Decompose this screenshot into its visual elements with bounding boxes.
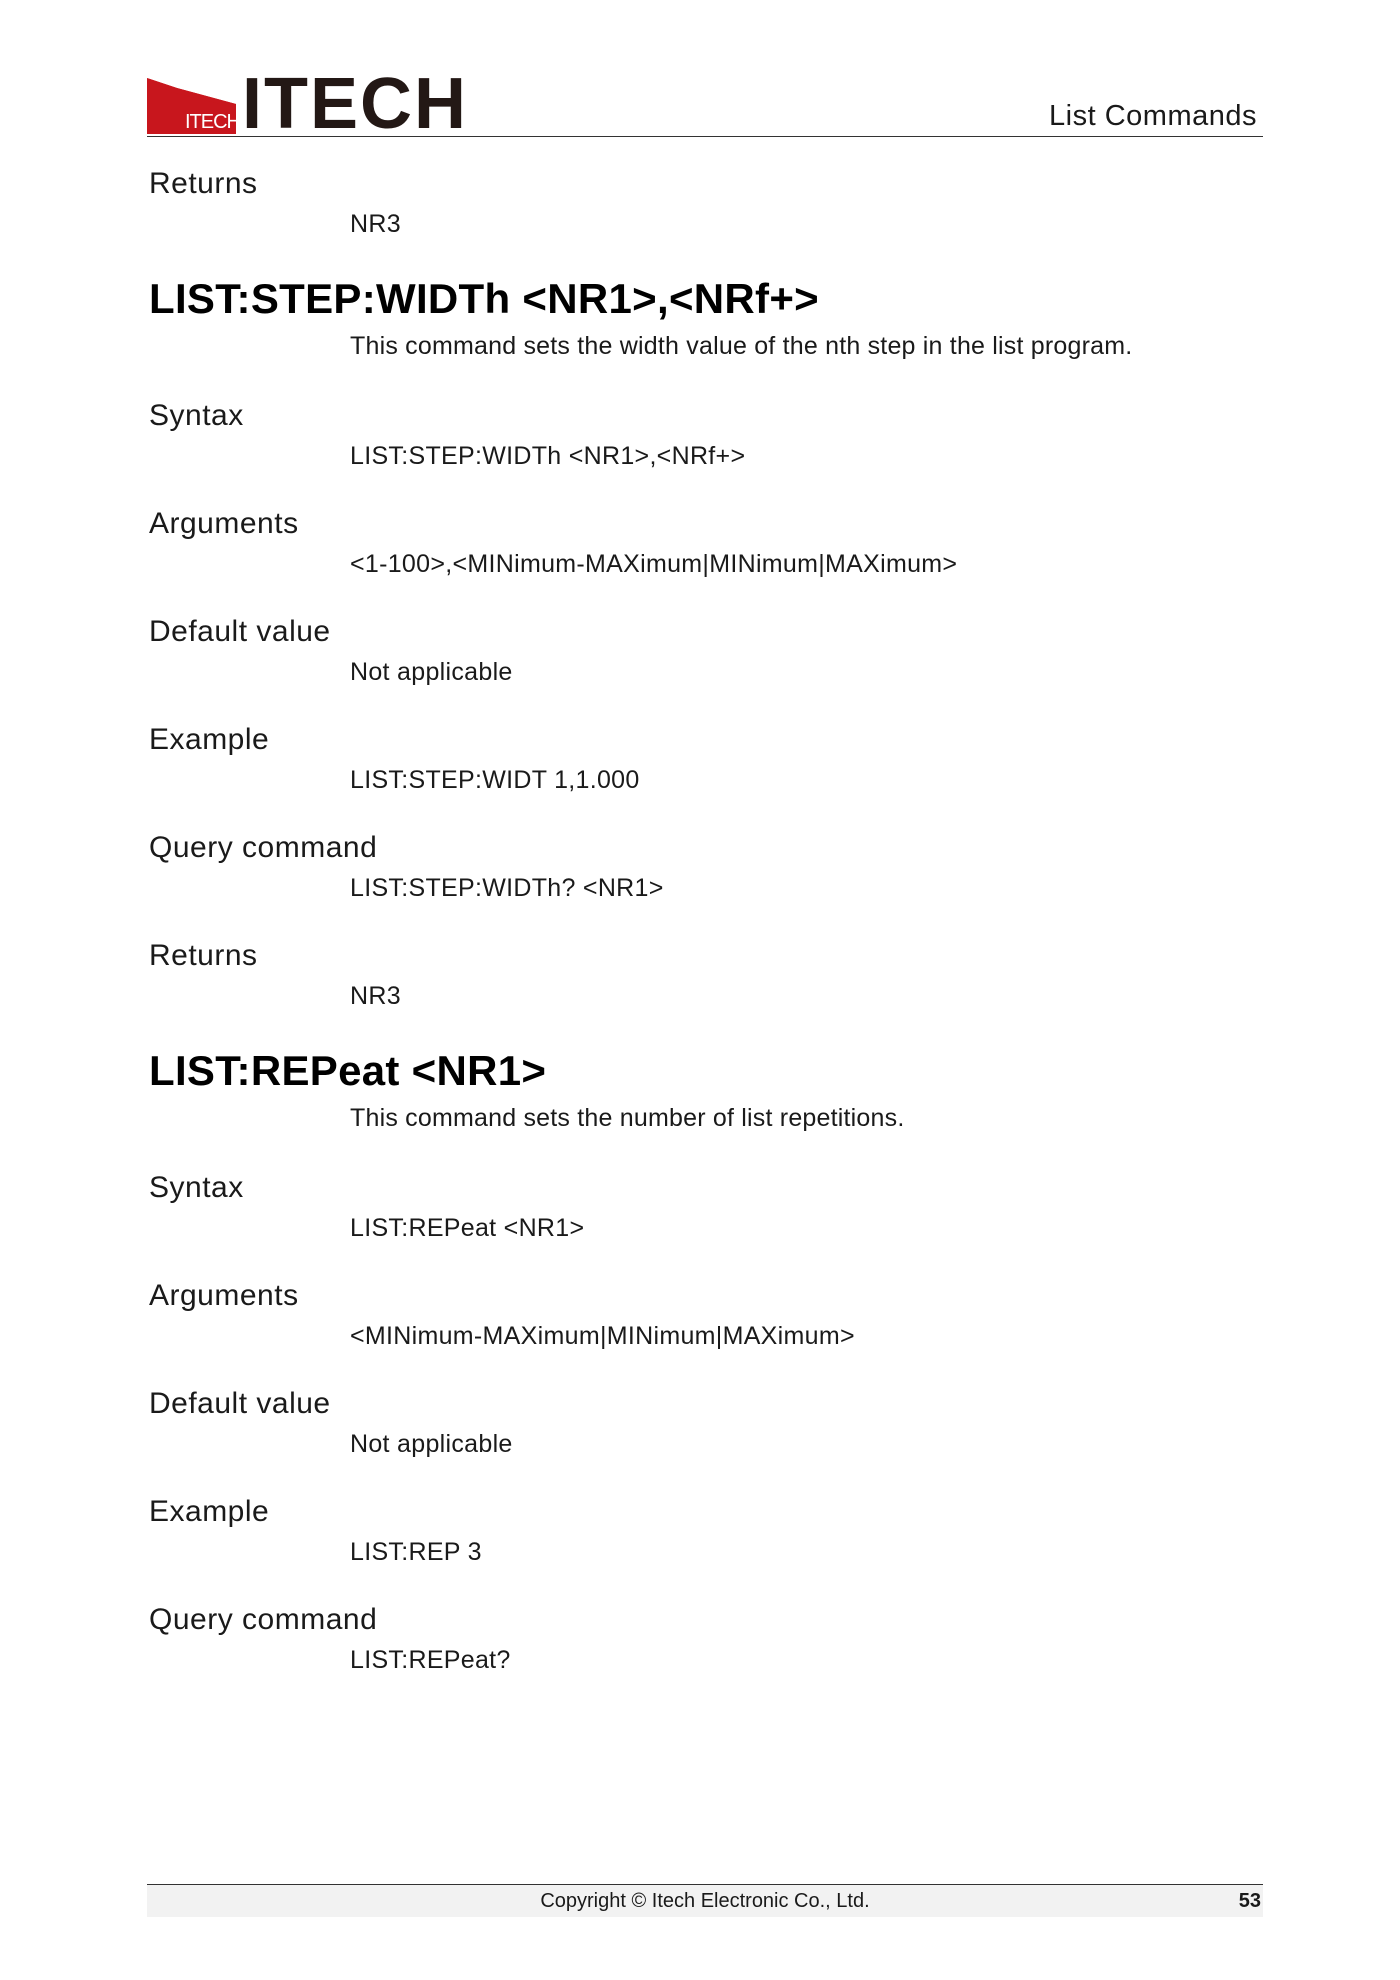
section-title: List Commands bbox=[1049, 100, 1257, 132]
field-block bbox=[149, 398, 1259, 472]
command-title: LIST:STEP:WIDTh <NR1>,<NRf+> bbox=[149, 275, 820, 322]
command-description: This command sets the width value of the nth step in the list program. bbox=[350, 332, 1133, 360]
field-block bbox=[149, 938, 1259, 1012]
field-value: <1-100>,<MINimum-MAXimum|MINimum|MAXimum> bbox=[350, 550, 958, 578]
field-value: <MINimum-MAXimum|MINimum|MAXimum> bbox=[350, 1322, 855, 1350]
field-value: Not applicable bbox=[350, 1430, 513, 1458]
field-block bbox=[149, 1278, 1259, 1352]
logo-mark-icon bbox=[147, 78, 240, 134]
field-value: LIST:STEP:WIDT 1,1.000 bbox=[350, 766, 640, 794]
field-value: LIST:REP 3 bbox=[350, 1538, 482, 1566]
field-block bbox=[149, 166, 1259, 240]
field-label: Syntax bbox=[149, 399, 244, 432]
field-block bbox=[149, 506, 1259, 580]
field-label: Default value bbox=[149, 615, 331, 648]
field-value: LIST:REPeat? bbox=[350, 1646, 511, 1674]
field-block bbox=[149, 1386, 1259, 1460]
field-label: Arguments bbox=[149, 507, 299, 540]
field-value: NR3 bbox=[350, 210, 401, 238]
command-description: This command sets the number of list repetitions. bbox=[350, 1104, 905, 1132]
command-section bbox=[149, 274, 1259, 1012]
page-number: 53 bbox=[1238, 1890, 1261, 1912]
field-label: Query command bbox=[149, 831, 378, 864]
field-label: Query command bbox=[149, 1603, 378, 1636]
page-footer bbox=[147, 1884, 1263, 1917]
field-label: Returns bbox=[149, 167, 258, 200]
field-label: Returns bbox=[149, 939, 258, 972]
field-value: LIST:STEP:WIDTh <NR1>,<NRf+> bbox=[350, 442, 746, 470]
field-value: NR3 bbox=[350, 982, 401, 1010]
page-header bbox=[147, 64, 1263, 144]
field-block bbox=[149, 614, 1259, 688]
copyright-text: Copyright © Itech Electronic Co., Ltd. bbox=[540, 1890, 870, 1912]
field-value: Not applicable bbox=[350, 658, 513, 686]
logo-mark-text: ITECH bbox=[185, 111, 240, 133]
page-content bbox=[149, 166, 1259, 1710]
command-section bbox=[149, 1046, 1259, 1676]
field-block bbox=[149, 830, 1259, 904]
field-label: Arguments bbox=[149, 1279, 299, 1312]
field-label: Example bbox=[149, 1495, 270, 1528]
field-label: Example bbox=[149, 723, 270, 756]
itech-logo bbox=[147, 64, 468, 144]
logo-wordmark: ITECH bbox=[242, 64, 468, 144]
command-title: LIST:REPeat <NR1> bbox=[149, 1047, 547, 1094]
field-block bbox=[149, 1602, 1259, 1676]
field-label: Default value bbox=[149, 1387, 331, 1420]
field-value: LIST:REPeat <NR1> bbox=[350, 1214, 585, 1242]
field-block bbox=[149, 1170, 1259, 1244]
field-value: LIST:STEP:WIDTh? <NR1> bbox=[350, 874, 664, 902]
field-label: Syntax bbox=[149, 1171, 244, 1204]
field-block bbox=[149, 722, 1259, 796]
field-block bbox=[149, 1494, 1259, 1568]
